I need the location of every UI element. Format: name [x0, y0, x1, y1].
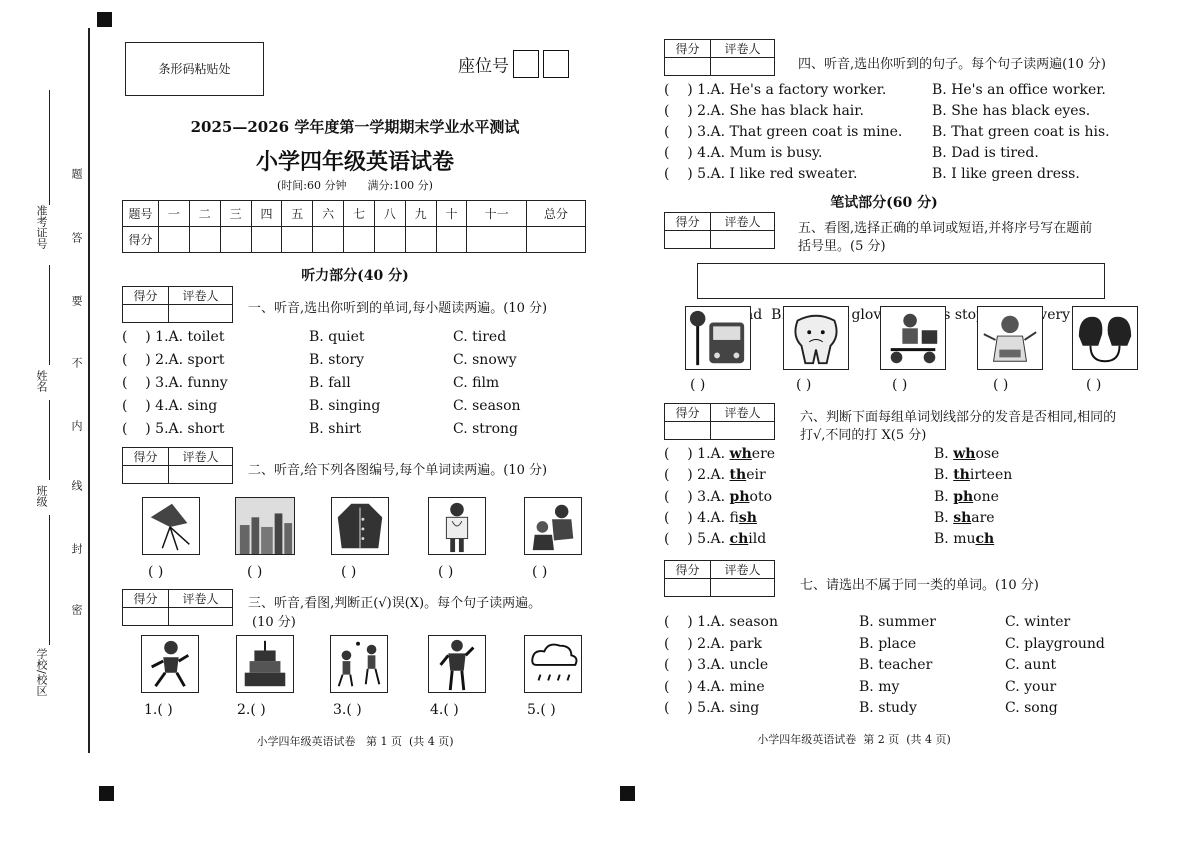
- word-a-underlined: ph: [729, 489, 750, 505]
- option-c: C. tired: [453, 329, 507, 345]
- section-6-title: 六、判断下面每组单词划线部分的发音是否相同,相同的: [800, 410, 1117, 425]
- score-col: 九: [405, 201, 436, 227]
- grader-box: [122, 286, 233, 323]
- option-a: ) 3.A. That green coat is mine.: [687, 124, 903, 140]
- binding-char: 线: [70, 480, 83, 491]
- word-a-underlined: th: [729, 467, 747, 483]
- grader-name-label: 评卷人: [169, 448, 233, 466]
- option-c: C. winter: [1005, 614, 1071, 630]
- option-a: ) 4.A. mine: [687, 679, 765, 695]
- s6-item: ( ) 4.A. fish: [664, 510, 757, 526]
- option-a: ) 5.A. short: [145, 421, 225, 437]
- binding-blank-line: [49, 265, 50, 365]
- word-a-suffix: ild: [748, 531, 767, 547]
- score-table-label: 题号: [123, 201, 159, 227]
- grader-score-cell[interactable]: [123, 305, 169, 323]
- grader-box: [664, 212, 775, 249]
- s6-item: ( ) 1.A. where: [664, 446, 776, 462]
- word-options-box: [697, 263, 1105, 323]
- grader-score-label: 得分: [665, 561, 711, 579]
- binding-label-class: 班级: [35, 485, 48, 507]
- grader-name-cell[interactable]: [169, 305, 233, 323]
- grader-score-label: 得分: [123, 448, 169, 466]
- option-c: C. film: [453, 375, 500, 391]
- option-b: B. story: [309, 352, 365, 368]
- binding-label-id: 准考证号: [35, 205, 48, 249]
- option-b: B. quiet: [309, 329, 365, 345]
- barcode-label: 条形码粘贴处: [158, 62, 231, 76]
- option-b: B. my: [859, 679, 900, 695]
- grader-score-cell[interactable]: [665, 231, 711, 249]
- binding-blank-line: [49, 90, 50, 205]
- option-a: ) 3.A. funny: [145, 375, 228, 391]
- item-number: ) 4.A.: [687, 510, 730, 526]
- seat-label: 座位号: [458, 56, 509, 77]
- score-col: 七: [344, 201, 375, 227]
- grader-score-cell[interactable]: [665, 422, 711, 440]
- grader-score-cell[interactable]: [123, 608, 169, 626]
- binding-blank-line: [49, 515, 50, 645]
- word-a-suffix: eir: [746, 467, 766, 483]
- s7-item: ( ) 5.A. sing: [664, 700, 760, 716]
- score-col: 二: [189, 201, 220, 227]
- s2-blank[interactable]: ( ): [148, 564, 164, 580]
- grader-score-cell[interactable]: [665, 579, 711, 597]
- s6-item: ( ) 2.A. their: [664, 467, 766, 483]
- score-table: [122, 200, 586, 253]
- score-col: 六: [313, 201, 344, 227]
- score-cell[interactable]: [374, 227, 405, 253]
- binding-char: 要: [70, 295, 83, 306]
- option-c: C. playground: [1005, 636, 1105, 652]
- rain-cloud-picture: [524, 635, 582, 693]
- grader-name-label: 评卷人: [169, 590, 233, 608]
- man-picture: [428, 635, 486, 693]
- grader-name-cell[interactable]: [169, 466, 233, 484]
- registration-mark: [97, 12, 112, 27]
- barcode-area: [125, 42, 264, 96]
- seat-box[interactable]: [513, 50, 539, 78]
- grader-name-label: 评卷人: [711, 40, 775, 58]
- s7-item: ( ) 2.A. park: [664, 636, 763, 652]
- grader-score-label: 得分: [123, 590, 169, 608]
- option-b: B. He's an office worker.: [932, 82, 1106, 98]
- kite-picture: [142, 497, 200, 555]
- option-a: ) 1.A. He's a factory worker.: [687, 82, 887, 98]
- grader-name-label: 评卷人: [711, 404, 775, 422]
- grader-name-cell[interactable]: [711, 58, 775, 76]
- score-cell[interactable]: [436, 227, 467, 253]
- section-3-title: 三、听音,看图,判断正(√)误(X)。每个句子读两遍。: [248, 596, 542, 611]
- s4-item: ( ) 5.A. I like red sweater.: [664, 166, 858, 182]
- option-b: B. teacher: [859, 657, 933, 673]
- doctor-picture: [428, 497, 486, 555]
- score-cell[interactable]: [189, 227, 220, 253]
- option-a: ) 3.A. uncle: [687, 657, 769, 673]
- s4-item: ( ) 3.A. That green coat is mine.: [664, 124, 903, 140]
- score-row-label: 得分: [123, 227, 159, 253]
- option-c: C. season: [453, 398, 521, 414]
- option-c: C. strong: [453, 421, 519, 437]
- s5-blank[interactable]: ( ): [892, 377, 908, 393]
- option-a: ) 2.A. sport: [145, 352, 225, 368]
- word-b-prefix: B.: [934, 510, 954, 526]
- word-b-underlined: sh: [953, 510, 972, 526]
- registration-mark: [620, 786, 635, 801]
- s2-blank[interactable]: ( ): [341, 564, 357, 580]
- s3-blank[interactable]: 2.( ): [237, 702, 266, 718]
- s3-blank[interactable]: 1.( ): [144, 702, 173, 718]
- option-c: C. song: [1005, 700, 1058, 716]
- option-b: B. shirt: [309, 421, 362, 437]
- word-b-prefix: B.: [934, 489, 954, 505]
- item-number: ) 2.A.: [687, 467, 730, 483]
- option-b: B. fall: [309, 375, 351, 391]
- grader-name-label: 评卷人: [169, 287, 233, 305]
- word-b-prefix: B.: [934, 467, 954, 483]
- exam-title: 2025—2026 学年度第一学期期末学业水平测试: [190, 118, 520, 136]
- s2-blank[interactable]: ( ): [438, 564, 454, 580]
- score-col: 四: [251, 201, 282, 227]
- grader-name-cell[interactable]: [711, 422, 775, 440]
- word-b-prefix: B. mu: [934, 531, 976, 547]
- word-b-underlined: th: [953, 467, 970, 483]
- score-col: 十: [436, 201, 467, 227]
- boy-running-picture: [141, 635, 199, 693]
- section-7-title: 七、请选出不属于同一类的单词。(10 分): [800, 578, 1039, 593]
- option-a: ) 4.A. sing: [145, 398, 218, 414]
- option-a: ) 5.A. I like red sweater.: [687, 166, 858, 182]
- s1-item: ( ) 1.A. toilet: [122, 329, 225, 345]
- score-cell[interactable]: [220, 227, 251, 253]
- grader-score-cell[interactable]: [665, 58, 711, 76]
- cook-picture: [977, 306, 1043, 370]
- score-col: 总分: [526, 201, 585, 227]
- word-options: B. gloves stop: [771, 307, 986, 323]
- binding-char: 内: [70, 420, 83, 431]
- option-b: B. singing: [309, 398, 381, 414]
- score-cell[interactable]: [313, 227, 344, 253]
- score-table-row: [123, 227, 586, 253]
- score-col: 八: [374, 201, 405, 227]
- word-b-prefix: B.: [934, 446, 954, 462]
- page-1-footer: 小学四年级英语试卷 第 1 页 (共 4 页): [256, 735, 454, 748]
- s6-item: ( ) 3.A. photo: [664, 489, 772, 505]
- binding-label-name: 姓名: [35, 370, 48, 392]
- badminton-picture: [330, 635, 388, 693]
- grader-score-label: 得分: [123, 287, 169, 305]
- grader-name-cell[interactable]: [169, 608, 233, 626]
- binding-char: 封: [70, 543, 83, 554]
- score-cell[interactable]: [159, 227, 190, 253]
- option-a: ) 5.A. sing: [687, 700, 760, 716]
- paper-title: 小学四年级英语试卷: [255, 149, 454, 175]
- gloves-picture: [1072, 306, 1138, 370]
- option-a: ) 2.A. She has black hair.: [687, 103, 864, 119]
- option-b: B. Dad is tired.: [932, 145, 1039, 161]
- word-b-suffix: ose: [975, 446, 1000, 462]
- bus-stop-picture: [685, 306, 751, 370]
- s6-item: ( ) 5.A. child: [664, 531, 767, 547]
- grader-box: [664, 403, 775, 440]
- option-c: C. aunt: [1005, 657, 1057, 673]
- grader-name-label: 评卷人: [711, 213, 775, 231]
- binding-blank-line: [49, 400, 50, 480]
- word-a-underlined: ch: [729, 531, 749, 547]
- seat-box[interactable]: [543, 50, 569, 78]
- score-cell[interactable]: [251, 227, 282, 253]
- s5-blank[interactable]: ( ): [796, 377, 812, 393]
- option-b: B. She has black eyes.: [932, 103, 1091, 119]
- section-2-title: 二、听音,给下列各图编号,每个单词读两遍。(10 分): [248, 463, 548, 478]
- word-a-prefix: fi: [729, 510, 739, 526]
- score-cell[interactable]: [526, 227, 585, 253]
- people-picture: [524, 497, 582, 555]
- item-number: ) 3.A.: [687, 489, 730, 505]
- grader-name-cell[interactable]: [711, 231, 775, 249]
- option-a: ) 1.A. season: [687, 614, 778, 630]
- s5-blank[interactable]: ( ): [1086, 377, 1102, 393]
- option-b: B. place: [859, 636, 917, 652]
- s6-option-b: [934, 467, 1012, 483]
- s7-item: ( ) 4.A. mine: [664, 679, 765, 695]
- time-info: (时间:60 分钟: [277, 179, 347, 192]
- grader-score-label: 得分: [665, 40, 711, 58]
- option-b: B. That green coat is his.: [932, 124, 1110, 140]
- s2-blank[interactable]: ( ): [247, 564, 263, 580]
- s1-item: ( ) 5.A. short: [122, 421, 225, 437]
- grader-box: [664, 560, 775, 597]
- grader-score-label: 得分: [665, 213, 711, 231]
- option-c: C. snowy: [453, 352, 517, 368]
- s2-blank[interactable]: ( ): [532, 564, 548, 580]
- score-cell[interactable]: [467, 227, 526, 253]
- section-3-title-line2: (10 分): [252, 615, 296, 630]
- word-b-underlined: ch: [975, 531, 995, 547]
- city-picture: [235, 497, 295, 555]
- score-cell[interactable]: [405, 227, 436, 253]
- delivery-worker-picture: [880, 306, 946, 370]
- section-5-title-line2: 括号里。(5 分): [798, 239, 886, 254]
- word-a-underlined: sh: [738, 510, 757, 526]
- grader-box: [122, 589, 233, 626]
- s6-option-b: [934, 531, 994, 547]
- seat-number: [458, 50, 569, 78]
- item-number: ) 1.A.: [687, 446, 730, 462]
- grader-score-cell[interactable]: [123, 466, 169, 484]
- option-b: B. summer: [859, 614, 936, 630]
- item-number: ) 5.A.: [687, 531, 730, 547]
- coat-picture: [331, 497, 389, 555]
- s6-option-b: [934, 510, 995, 526]
- s5-blank[interactable]: ( ): [993, 377, 1009, 393]
- score-cell[interactable]: [344, 227, 375, 253]
- option-c: C. your: [1005, 679, 1057, 695]
- time-score-info: [120, 177, 590, 193]
- word-a-underlined: wh: [729, 446, 752, 462]
- word-a-suffix: oto: [749, 489, 772, 505]
- option-b: B. I like green dress.: [932, 166, 1080, 182]
- binding-char: 题: [70, 168, 83, 179]
- s1-item: ( ) 2.A. sport: [122, 352, 225, 368]
- binding-label-school: 学校/校区: [35, 648, 48, 696]
- grader-box: [122, 447, 233, 484]
- word-b-suffix: are: [971, 510, 995, 526]
- score-cell[interactable]: [282, 227, 313, 253]
- registration-mark: [99, 786, 114, 801]
- score-col: 一: [159, 201, 190, 227]
- word-b-suffix: one: [973, 489, 999, 505]
- score-table-header: [123, 201, 586, 227]
- writing-header: 笔试部分(60 分): [830, 195, 938, 211]
- s3-blank[interactable]: 4.( ): [430, 702, 459, 718]
- score-col: 三: [220, 201, 251, 227]
- score-col: 五: [282, 201, 313, 227]
- s6-option-b: [934, 489, 999, 505]
- s7-item: ( ) 1.A. season: [664, 614, 778, 630]
- binding-char: 不: [70, 357, 83, 368]
- section-1-title: 一、听音,选出你听到的单词,每小题读两遍。(10 分): [248, 301, 548, 316]
- option-a: ) 2.A. park: [687, 636, 763, 652]
- word-b-underlined: wh: [953, 446, 976, 462]
- option-a: ) 1.A. toilet: [145, 329, 225, 345]
- s1-item: ( ) 3.A. funny: [122, 375, 228, 391]
- binding-line: [88, 28, 90, 753]
- grader-box: [664, 39, 775, 76]
- page-2-footer: 小学四年级英语试卷 第 2 页 (共 4 页): [757, 733, 951, 746]
- grader-name-cell[interactable]: [711, 579, 775, 597]
- s4-item: ( ) 1.A. He's a factory worker.: [664, 82, 887, 98]
- s5-blank[interactable]: ( ): [690, 377, 706, 393]
- bad-tooth-picture: [783, 306, 849, 370]
- s6-option-b: [934, 446, 999, 462]
- score-info: 满分:100 分): [367, 179, 433, 192]
- section-5-title: 五、看图,选择正确的单词或短语,并将序号写在题前: [798, 221, 1093, 236]
- binding-char: 密: [70, 604, 83, 615]
- s3-blank[interactable]: 5.( ): [527, 702, 556, 718]
- s4-item: ( ) 2.A. She has black hair.: [664, 103, 864, 119]
- score-col: 十一: [467, 201, 526, 227]
- word-b-suffix: irteen: [969, 467, 1013, 483]
- option-a: ) 4.A. Mum is busy.: [687, 145, 823, 161]
- word-b-underlined: ph: [953, 489, 974, 505]
- listening-header: 听力部分(40 分): [301, 268, 409, 284]
- word-a-suffix: ere: [751, 446, 776, 462]
- cake-picture: [236, 635, 294, 693]
- grader-score-label: 得分: [665, 404, 711, 422]
- grader-name-label: 评卷人: [711, 561, 775, 579]
- option-b: B. study: [859, 700, 917, 716]
- binding-char: 答: [70, 232, 83, 243]
- section-6-title-line2: 打√,不同的打 X(5 分): [800, 428, 927, 443]
- s3-blank[interactable]: 3.( ): [333, 702, 362, 718]
- s4-item: ( ) 4.A. Mum is busy.: [664, 145, 823, 161]
- s1-item: ( ) 4.A. sing: [122, 398, 218, 414]
- s7-item: ( ) 3.A. uncle: [664, 657, 769, 673]
- section-4-title: 四、听音,选出你听到的句子。每个句子读两遍(10 分): [798, 57, 1106, 72]
